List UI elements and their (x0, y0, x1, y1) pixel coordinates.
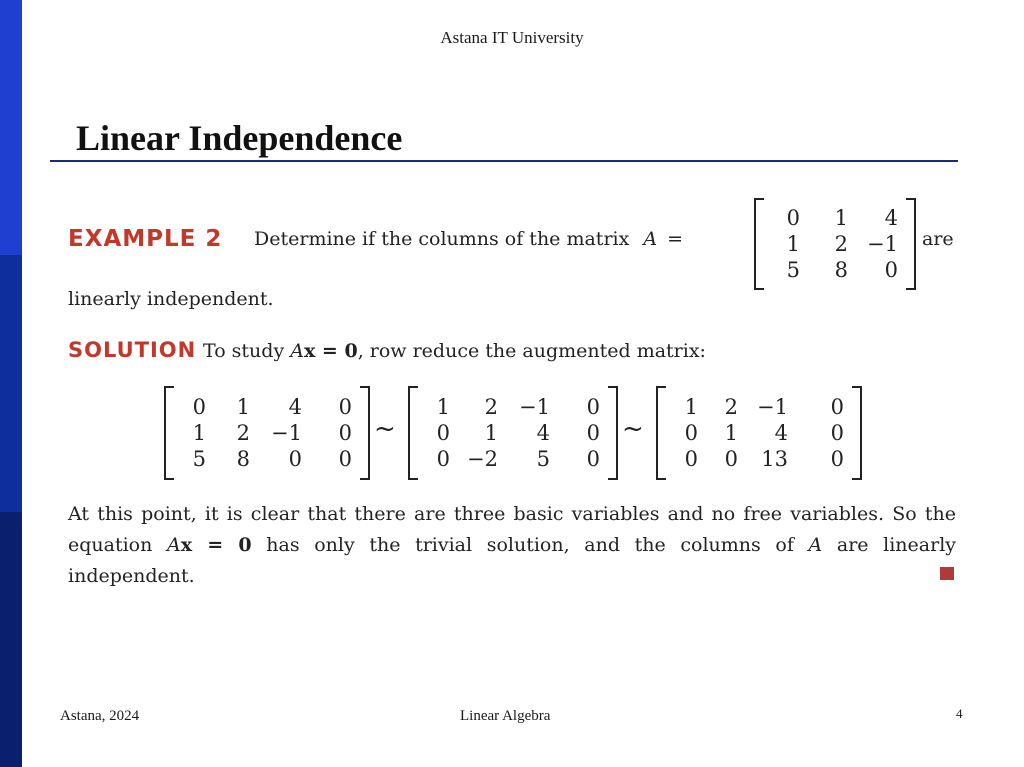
matrix-a-entry: 1 (786, 232, 800, 256)
matrix-1-entry: 0 (192, 395, 206, 419)
slide-header: Astana IT University (440, 28, 584, 47)
bracket-left (656, 386, 666, 480)
example-block (68, 190, 956, 310)
matrix-3-entries (666, 392, 852, 474)
matrix-3-entry: 1 (724, 421, 738, 445)
matrix-2-entry: 0 (436, 447, 450, 471)
example-label: EXAMPLE 2 (68, 226, 223, 252)
matrix-1-entry: 0 (338, 421, 352, 445)
conclusion-part-2: has only the trivial solution, and the columns of (251, 534, 809, 556)
sidebar-decoration (0, 0, 22, 767)
conclusion-eq-rest: = 0 (192, 534, 252, 556)
conclusion-part-1: At this point, it is clear that there are three basic variables and no free variables. So the equation (68, 503, 956, 556)
row-equivalent-symbol-2: ~ (622, 414, 644, 444)
matrix-1-entry: 5 (192, 447, 206, 471)
bracket-right (852, 386, 862, 480)
matrix-a-entry: 0 (884, 258, 898, 282)
eq-rest: = 0 (315, 340, 358, 362)
matrix-1-entry: 0 (338, 447, 352, 471)
matrix-a-entry: 8 (834, 258, 848, 282)
matrix-3-entry: 0 (830, 447, 844, 471)
eq-vector: x (303, 340, 316, 362)
sidebar-band-middle (0, 255, 22, 512)
matrix-3-entry: 0 (830, 395, 844, 419)
bracket-right (906, 198, 916, 290)
example-prompt: Determine if the columns of the matrix (254, 228, 630, 250)
matrix-2-entry: 0 (586, 447, 600, 471)
matrix-2-entry: 4 (536, 421, 550, 445)
matrix-3-entry: 0 (830, 421, 844, 445)
equals-sign: = (667, 228, 684, 250)
matrix-name: A (643, 228, 658, 250)
solution-text (203, 340, 706, 362)
matrix-1-entry: 1 (236, 395, 250, 419)
matrix-2-entry: 1 (436, 395, 450, 419)
matrix-1-entry: −1 (271, 421, 302, 445)
conclusion-part-3: are linearly independent. (68, 534, 957, 587)
solution-label: SOLUTION (68, 338, 197, 362)
sidebar-band-bottom (0, 512, 22, 767)
matrix-2-entry: −2 (467, 447, 498, 471)
augmented-matrix-1 (164, 386, 370, 480)
bracket-right (360, 386, 370, 480)
matrix-3-entry: 0 (724, 447, 738, 471)
augmented-matrix-3 (656, 386, 862, 480)
matrix-3-entry: 4 (774, 421, 788, 445)
matrix-2-entry: −1 (519, 395, 550, 419)
matrix-1-entry: 2 (236, 421, 250, 445)
bracket-left (164, 386, 174, 480)
bracket-left (754, 198, 764, 290)
matrix-a-entries (764, 203, 906, 285)
matrix-1-entry: 8 (236, 447, 250, 471)
matrix-3-entry: 1 (684, 395, 698, 419)
matrix-1-entry: 0 (338, 395, 352, 419)
matrix-a-entry: 2 (834, 232, 848, 256)
example-are: are (922, 228, 954, 250)
page-number: 4 (956, 706, 963, 721)
eq-matrix: A (290, 340, 304, 362)
augmented-matrix-2 (408, 386, 618, 480)
matrix-2-entries (418, 392, 608, 474)
row-equivalent-symbol-1: ~ (374, 414, 396, 444)
footer-course: Linear Algebra (460, 708, 551, 724)
example-continuation: linearly independent. (68, 288, 274, 310)
footer-date: Astana, 2024 (60, 708, 140, 724)
matrix-2-entry: 2 (484, 395, 498, 419)
matrix-3-entry: 0 (684, 421, 698, 445)
matrix-a-entry: 1 (834, 206, 848, 230)
conclusion-matrix-name: A (808, 534, 823, 556)
title-underline (50, 160, 958, 162)
bracket-right (608, 386, 618, 480)
matrix-3-entry: −1 (757, 395, 788, 419)
matrix-3-entry: 0 (684, 447, 698, 471)
matrix-2-entry: 0 (586, 395, 600, 419)
matrix-2-entry: 0 (586, 421, 600, 445)
solution-text-end: , row reduce the augmented matrix: (357, 340, 706, 362)
matrix-1-entries (174, 392, 360, 474)
solution-text-start: To study (203, 340, 291, 362)
conclusion-eq-matrix: A (167, 534, 181, 556)
example-text (254, 228, 683, 250)
matrix-2-entry: 5 (536, 447, 550, 471)
matrix-2-entry: 1 (484, 421, 498, 445)
matrix-3-entry: 2 (724, 395, 738, 419)
matrix-a-entry: 4 (884, 206, 898, 230)
matrix-a (754, 198, 916, 290)
bracket-left (408, 386, 418, 480)
matrix-a-entry: −1 (867, 232, 898, 256)
slide-title: Linear Independence (76, 118, 403, 158)
matrix-a-entry: 5 (786, 258, 800, 282)
matrix-1-entry: 0 (288, 447, 302, 471)
conclusion-eq-vector: x (180, 534, 193, 556)
matrix-3-entry: 13 (761, 447, 788, 471)
end-of-proof-square (940, 567, 954, 580)
conclusion-paragraph (68, 499, 956, 592)
matrix-a-entry: 0 (786, 206, 800, 230)
matrix-2-entry: 0 (436, 421, 450, 445)
matrix-1-entry: 1 (192, 421, 206, 445)
matrix-1-entry: 4 (288, 395, 302, 419)
